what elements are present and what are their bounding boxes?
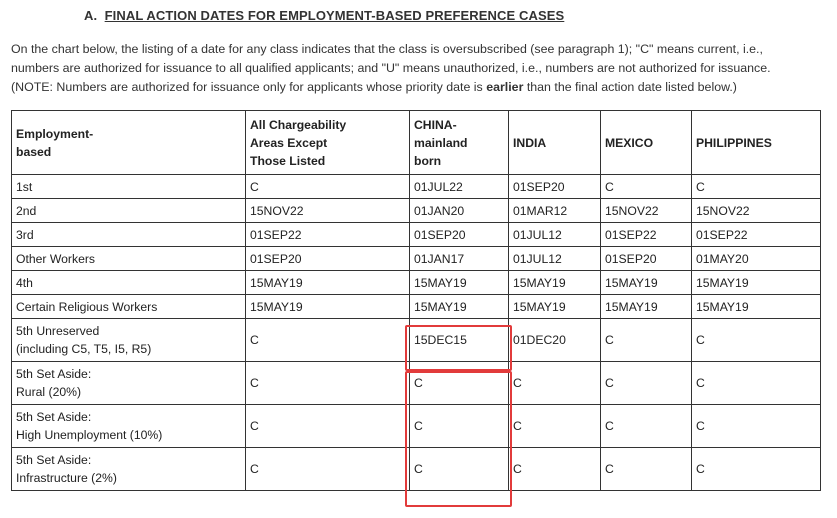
table-cell: 15MAY19	[692, 295, 821, 319]
intro-line-1: On the chart below, the listing of a date for any class indicates that the class is oversubscribed (see paragraph 1); "C" means current, i.e.,	[11, 42, 763, 56]
table-cell: 01JAN17	[410, 247, 509, 271]
row-label-line: 5th Unreserved	[16, 324, 100, 338]
table-cell: C	[509, 362, 601, 405]
table-header-row	[12, 111, 821, 175]
highlight-box-5th-set-aside-china	[405, 371, 512, 507]
row-label-line: High Unemployment (10%)	[16, 428, 163, 442]
table-cell: 15MAY19	[410, 271, 509, 295]
table-cell: 01SEP22	[601, 223, 692, 247]
highlight-box-5th-unreserved-china	[405, 325, 512, 371]
table-cell: 01SEP22	[246, 223, 410, 247]
table-cell: C	[246, 448, 410, 491]
table-cell: 01JUL12	[509, 223, 601, 247]
table-cell: C	[410, 448, 509, 491]
header-india: INDIA	[509, 111, 601, 175]
header-text: All Chargeability	[250, 117, 347, 132]
table-cell: C	[692, 362, 821, 405]
table-cell: 01SEP20	[509, 175, 601, 199]
table-cell: 01JUL12	[509, 247, 601, 271]
table-row	[12, 223, 821, 247]
row-label: Certain Religious Workers	[12, 295, 246, 319]
header-text: born	[414, 153, 442, 168]
table-cell: 01SEP20	[246, 247, 410, 271]
table-cell: 01DEC20	[509, 319, 601, 362]
table-cell: C	[692, 319, 821, 362]
table-cell: 15DEC15	[410, 319, 509, 362]
row-label	[12, 362, 246, 405]
table-cell: 15MAY19	[509, 295, 601, 319]
table-cell: 15MAY19	[246, 295, 410, 319]
table-cell: C	[246, 175, 410, 199]
table-cell: C	[509, 448, 601, 491]
table-cell: 01JAN20	[410, 199, 509, 223]
table-cell: C	[246, 362, 410, 405]
table-cell: 15NOV22	[601, 199, 692, 223]
row-label-line: 5th Set Aside:	[16, 453, 92, 467]
table-cell: 15NOV22	[246, 199, 410, 223]
header-china	[410, 111, 509, 175]
table-row	[12, 295, 821, 319]
header-mexico: MEXICO	[601, 111, 692, 175]
intro-line-3-suffix: than the final action date listed below.)	[523, 80, 737, 94]
table-cell: 15MAY19	[246, 271, 410, 295]
header-text: CHINA-	[414, 117, 457, 132]
intro-text	[11, 40, 826, 97]
intro-line-3-prefix: (NOTE: Numbers are authorized for issuance only for applicants whose priority date is	[11, 80, 487, 94]
table-cell: C	[601, 362, 692, 405]
table-row	[12, 271, 821, 295]
row-label: 4th	[12, 271, 246, 295]
table-cell: 01SEP20	[410, 223, 509, 247]
header-text: mainland	[414, 135, 468, 150]
row-label: 3rd	[12, 223, 246, 247]
table-cell: C	[692, 175, 821, 199]
table-cell: 01MAR12	[509, 199, 601, 223]
intro-line-3-emphasis: earlier	[486, 80, 524, 94]
table-cell: 15MAY19	[410, 295, 509, 319]
table-cell: 15NOV22	[692, 199, 821, 223]
row-label	[12, 448, 246, 491]
header-philippines: PHILIPPINES	[692, 111, 821, 175]
intro-line-3	[11, 78, 826, 97]
header-employment-based	[12, 111, 246, 175]
table-cell: 15MAY19	[601, 271, 692, 295]
header-text: Employment-	[16, 126, 94, 141]
table-row	[12, 247, 821, 271]
header-text: Areas Except	[250, 135, 328, 150]
row-label: Other Workers	[12, 247, 246, 271]
table-cell: C	[601, 448, 692, 491]
row-label-line: 5th Set Aside:	[16, 367, 92, 381]
table-cell: C	[410, 405, 509, 448]
table-row	[12, 175, 821, 199]
table-cell: C	[601, 175, 692, 199]
row-label-line: Infrastructure (2%)	[16, 471, 117, 485]
header-text: based	[16, 144, 52, 159]
table-cell: C	[601, 319, 692, 362]
table-row	[12, 199, 821, 223]
intro-line-2: numbers are authorized for issuance to all qualified applicants; and "U" means unauthorized, i.e., numbers are not authorized for issuance.	[11, 61, 771, 75]
section-heading	[84, 8, 564, 23]
table-cell: 15MAY19	[692, 271, 821, 295]
row-label-line: Rural (20%)	[16, 385, 82, 399]
section-title: FINAL ACTION DATES FOR EMPLOYMENT-BASED PREFERENCE CASES	[104, 8, 565, 23]
table-cell: C	[601, 405, 692, 448]
row-label-line: 5th Set Aside:	[16, 410, 92, 424]
table-cell: C	[509, 405, 601, 448]
table-cell: C	[246, 405, 410, 448]
table-cell: C	[410, 362, 509, 405]
section-letter: A.	[84, 8, 98, 23]
row-label: 2nd	[12, 199, 246, 223]
row-label	[12, 319, 246, 362]
header-all-chargeability	[246, 111, 410, 175]
table-cell: C	[692, 405, 821, 448]
table-cell: C	[692, 448, 821, 491]
table-cell: 01MAY20	[692, 247, 821, 271]
table-cell: 15MAY19	[601, 295, 692, 319]
table-cell: 01SEP20	[601, 247, 692, 271]
table-cell: C	[246, 319, 410, 362]
row-label	[12, 405, 246, 448]
table-cell: 01JUL22	[410, 175, 509, 199]
table-cell: 01SEP22	[692, 223, 821, 247]
row-label: 1st	[12, 175, 246, 199]
row-label-line: (including C5, T5, I5, R5)	[16, 342, 152, 356]
table-cell: 15MAY19	[509, 271, 601, 295]
header-text: Those Listed	[250, 153, 326, 168]
